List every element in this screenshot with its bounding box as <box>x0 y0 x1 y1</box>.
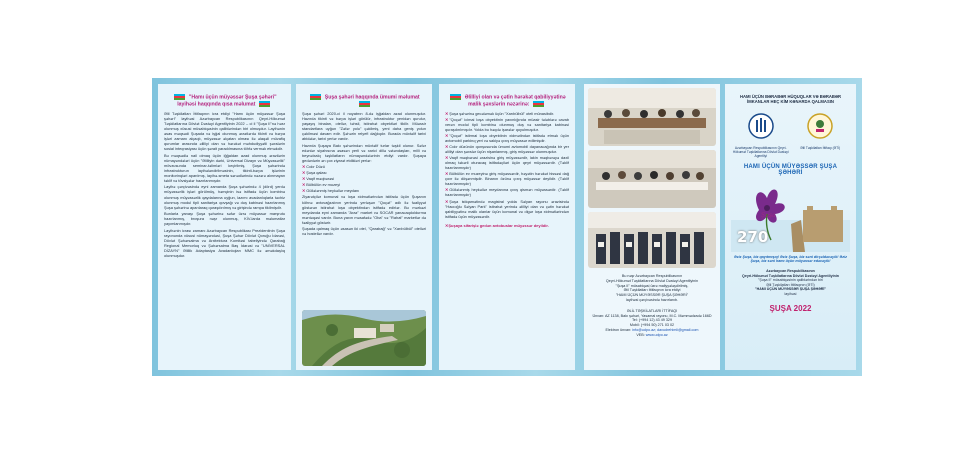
paragraph: Layihənin icrası zamanı Azərbaycan Respublikası Prezidentinin Şuşa rayonunda xüsusi nümayəndəsi, Şuşa Şəhər Dövlət Qoruğu İdarəsi, Dövlət Şəhərsalma və Arxitektura Komitəsi tabeliyində Qarabağ Regional Memorluq və Şəhərsalma Baş İdarəsi və "UNİVERSAL DİZAYN" Əlillik Adaptasiya Avadanlıqları MMC ilə əməkdaşlıq olunmuşdur. <box>164 227 287 259</box>
brochure <box>152 78 862 376</box>
cross-bullet-icon: ✕ <box>445 187 449 193</box>
note-line: Qeyri-Hökumət Təşkilatlarına Dövlət Dəstəyi Agentliyinin <box>605 278 699 283</box>
cover-org-info <box>731 269 850 296</box>
panel-photos-contact <box>584 84 720 370</box>
list-item-text: Şuşa şəhərinə gecələmək üçün "Xarıbülbül" oteli münasibdir. <box>449 110 555 116</box>
cross-bullet-icon: ✕ <box>445 198 449 204</box>
phone-label: Tel: <box>631 318 638 323</box>
list-item-text: Bülbülün ev muzeyi <box>306 182 341 188</box>
meeting-photo <box>588 150 716 208</box>
email-link[interactable]: info@udpo.az; davudrehimli@gmail.com <box>632 327 699 332</box>
list-item-text: "Qoçət" icimai loşa obyektinin yaxınlığında müasir tələblərə cavab verən modul tipli kombinə olunmuş duş və sanitariya kabinəsi quraşdırılmışdır. Yolda bu həqdə işarələr qoyulmuşdur. <box>445 116 569 132</box>
list-item-text: "Qoçət" istirmai loşa obyektinin xidmətindən istifadə etmək üçün avtomobil parkinq yeri və sakiyə çıxış müyəssər edilmişdir. <box>445 132 569 143</box>
list-item <box>302 188 426 193</box>
note-line: layihəsi çərçivəsində hazırlanıb. <box>625 297 679 302</box>
cross-bullet-icon: ✕ <box>445 110 449 116</box>
accessibility-heading-text: Əlilliyi olan və çətin hərəkət qabiliyyətinə malik şəxslərin nəzərinə: <box>464 94 566 108</box>
list-item <box>445 117 569 132</box>
website-link[interactable]: www.udpo.az <box>645 332 668 337</box>
list-item-text: Güllələnmiş heykəllər meydanına çıxış qismən müyəssərdir. (Təklif hazırlanmışdır) <box>445 187 569 198</box>
list-item <box>445 171 569 186</box>
seminar-photo <box>588 88 716 146</box>
org-line: layihəsi <box>784 291 797 296</box>
accessibility-list <box>445 111 569 219</box>
cover-top-title: HAMI ÜÇÜN BƏRABƏR HÜQUQLAR VƏ BƏRABƏR İMKANLAR HEÇ KİM KƏNARDA QALMASIN <box>739 94 842 105</box>
list-item <box>302 170 426 175</box>
cross-bullet-icon: ✕ <box>302 164 306 170</box>
org-name: ƏLİL TƏŞKİLATLARI İTTİFAQI <box>626 308 678 313</box>
list-item <box>445 133 569 143</box>
cover-banner: HAMI ÜÇÜN MÜYƏSSƏR ŞUŞA ŞƏHƏRİ <box>743 163 838 176</box>
union-logo <box>791 113 849 150</box>
bus-warning <box>445 223 569 228</box>
flag-icon <box>259 101 270 107</box>
cross-bullet-icon: ✕ <box>302 176 306 182</box>
panel-project-info <box>158 84 291 370</box>
note-line: "Şuşa II" müsabiqəsi üzrə maliyyələşdirilmiş, <box>615 283 689 288</box>
cross-bullet-icon: ✕ <box>445 144 449 150</box>
flag-icon <box>310 94 321 100</box>
shusha-info-heading-text: Şuşa şəhəri haqqında ümumi məlumat <box>324 94 420 101</box>
places-list <box>302 164 426 193</box>
paragraph: Layihə çərçivəsində eyni zamanda Şuşa şəhərində 4 (dörd) yerdə müyəssərlik işləri görülmüş, həmçinin isə istifadə üçün kombinə olunmuş müyəssərlik qaydalarına uyğun, lazımı avadanlıqlarla təchiz olunmuş modul tipli sanitariya qovşağı və duş kabinəsi hazırlanmış Şuşa şəhərinə aparılaraq quraşdırılmış və girişində rampa tikilmişdir. <box>164 184 287 210</box>
panel-shusha-info <box>296 84 432 370</box>
list-item-text: Cıdır düzünün qonşusunda ümumi avtomobil dayanacağında bir yer əlilliyi olan şəxslər üçün nişanlanmış, giriş müyəssər olunmuşdur. <box>445 144 569 155</box>
list-item-text: Vaqif məqbərəsi <box>306 176 335 182</box>
agency-emblem-icon <box>748 113 774 139</box>
org-line: Əlil Təşkilatları İttifaqının (ƏTİ) <box>766 282 815 287</box>
cross-bullet-icon: ✕ <box>445 222 449 228</box>
flag-icon <box>174 94 185 100</box>
paragraph: Bu məqsədlə nail olmaq üçün iğğaldan azad olunmuş ərazilərin nümayəndələri üçün "Əlilliyin dərki, Universal Dizayn və Müyəssərlik" mövzusunda seminar-təlimləri keçirilmiş, Şuşa şəhərində infrastrukturun layihələndirilməsinin, tikinti-bərpa işlərinin monitorinqləri aparılmış, layihə-smeta sənədlərində nəzərə alınmayan təklif və tövsiyələr hazırlanmışdır. <box>164 152 287 183</box>
list-item <box>302 176 426 181</box>
address-value: AZ 1138, Bakı şəhəri, Yasamal rayonu, M.C. Məmmədzadə 166D <box>604 313 712 318</box>
union-emblem-icon <box>807 113 833 139</box>
agency-logo <box>732 113 790 158</box>
paragraph: Hazırda Şuşaya Bakı şəhərindən müxtəlif turlar təşkil olunur. Səfər edənlər siyahısına əsasən yerli və xarici dillə vətəndaşları, milli və beynəlxalq təşkilatların nümayəndələrinin etdiyi vardır. Şuşaya gedənlərin ən çox ziyarət etdikləri yerlər: <box>302 142 428 163</box>
anniversary-number: 270 <box>737 227 769 246</box>
email-label: Elektron ünvan: <box>605 327 632 332</box>
flag-icon <box>533 101 544 107</box>
website-label: VEB: <box>636 332 645 337</box>
cover-art <box>731 180 850 252</box>
flag-icon <box>359 101 370 107</box>
project-info-heading <box>164 94 285 108</box>
panel-accessibility-notes <box>439 84 575 370</box>
note-line: Bu nəşr Azərbaycan Respublikasının <box>621 274 683 278</box>
union-logo-caption: Əlil Təşkilatları İttifaqı (ƏTİ) <box>800 145 841 150</box>
note-line: "HAMI ÜÇÜN MÜYƏSSƏR ŞUŞA ŞƏHƏRİ" <box>615 293 689 298</box>
note-line: Əlil Təşkilatları İttifaqının icra etdiyi <box>623 288 681 293</box>
paragraph: Şuşa şəhəri 2020-ci il noyabrın 8-də işğaldan azad olunmuşdur. Hazırda tikinti və bərpa işləri görülür, infrastruktur yenidən qurulur, yaşayış binaları, otellər, təhsil, istirahət obyektləri tikilir. Müəssir standartlara uyğun "Zəfər yolu" çəkilmiş, yeni daha geniş yolun çəkilməsi davam edir. Şəhərin relyefi dağlıqdır. Burada müxtəlif tarixi abidələr, tarixi yerlər vardır. <box>302 110 428 141</box>
logos-row <box>731 113 850 158</box>
cross-bullet-icon: ✕ <box>445 116 449 122</box>
address-label: Ünvan: <box>592 313 605 318</box>
cover-slogan: Əziz Şuşa, biz qayıtmışıq! Əziz Şuşa, biz səni dirçəldəcəyik! Əziz Şuşa, biz səni hamı üçün müyəssər edəcəyik! <box>734 254 847 264</box>
paragraph: Şuşada qalmaq üçün əsasən iki otel, "Qarabağ" və "Xarıbülbül" otelləri və hostellər vardır. <box>302 226 428 237</box>
publication-note <box>588 274 716 338</box>
cross-bullet-icon: ✕ <box>445 132 449 138</box>
group-photo <box>588 212 716 268</box>
mobile-label: Mobil: <box>629 323 640 328</box>
panel-cover <box>725 84 856 370</box>
paragraph: Bunlarla yanaşı Şuşa şəhərinə səfər üzrə müyəssər marşrutu hazırlanmış, broşura nəşr olunmuş, KİV-larda məlumatlar yayımlanmışdır. <box>164 211 287 227</box>
paragraph: Ziyarətçilər komunal və loşa xidmətlərindən istifadə üçün Şuşanın köhnə avtovağzalının yerində yerləşən "Qoçət" adlı ilə fəaliyyət göstərən istirahət loşa obyektindən istifadə edirlər. Bu mərkəzi meydanda eyni zamanda "Araz" market və SOCAR yanacaqdoldurma məntəqəsi vardır. Buna yaxın məsafədə "Oba" və "Rahat" marketlər də fəaliyyət göstərir. <box>302 194 428 225</box>
org-line: Qeyri-Hökumət Təşkilatlarına Dövlət Dəstəyi Agentliyinin <box>742 273 839 278</box>
website <box>588 333 716 338</box>
list-item-text: Vaqif məqbərəsi ərazisinə giriş müyəssərdir, lakin məqbərəyə daxil olmaq təkərli oturacaq istifadəçiləri üçün qeyri müyəssərdir. (Təklif hazırlanmışdır) <box>445 155 569 171</box>
list-item <box>302 164 426 169</box>
agency-logo-caption: Azərbaycan Respublikasının Qeyri-Hökumət Təşkilatlarına Dövlət Dəstəyi Agentliyi <box>732 145 789 158</box>
cross-bullet-icon: ✕ <box>302 182 306 188</box>
cross-bullet-icon: ✕ <box>445 171 449 177</box>
list-item-text: Güllələnmiş heykəllər meydanı <box>306 188 360 194</box>
shusha-info-heading <box>302 94 426 108</box>
mobile-value: (+994 50) 271 03 02 <box>640 323 675 328</box>
list-item-text: Cıdır Düzü <box>306 164 325 170</box>
list-item <box>445 144 569 154</box>
cross-bullet-icon: ✕ <box>302 188 306 194</box>
list-item <box>445 155 569 170</box>
cover-year: ŞUŞA 2022 <box>769 304 812 313</box>
aerial-photo <box>302 310 426 366</box>
cross-bullet-icon: ✕ <box>445 155 449 161</box>
org-line: "Şuşa II" müsabiqəsinin qaliblərindən biri <box>758 278 823 282</box>
phone-value: (+994 12) 43 49 329 <box>638 318 673 323</box>
list-item <box>445 199 569 219</box>
paragraph: Əlil Təşkilatları İttifaqının icra etdiyi "Hamı üçün müyəssər Şuşa şəhəri" layihəsi Azərbaycan Respublikasının Qeyri-Hökumət Təşkilatlarına Dövlət Dəstəyi Agentliyinin 2022 – ci il "Şuşa II"nə həsr olunmuş xüsusi müsabiqəsinin qaliblərindən biri olmuşdur. Layihənin əsas məqsədi Şuşada və işğal olunmuş ərazilərdə tikinti və bərpa işləri zamanı alçaqlı, müyəssər əlçatan olması ilə əlaqəli müvafiq qurumlar arasında əlilliyi olan və hərəkət məhdudiyyətli şəxslərin sosial inteqrasiyası üçün şərait yaradılmasına töhfə vermək etməkdir. <box>164 110 287 152</box>
accessibility-heading <box>445 94 569 108</box>
bus-warning-text: Şuşaya sifarişlə gedən avtobuslar müyəssər deyildir. <box>448 222 549 228</box>
project-info-heading-text: "Hamı üçün müyəssər Şuşa şəhəri" layihəsi haqqında qısa məlumat <box>177 94 277 108</box>
shusha-script-title: Şuşa <box>761 211 776 219</box>
org-line: "HAMI ÜÇÜN MÜYƏSSƏR ŞUŞA ŞƏHƏRİ" <box>754 287 827 291</box>
list-item-text: Şuşa qalası <box>306 170 327 176</box>
org-line: Azərbaycan Respublikasının <box>766 269 815 273</box>
list-item-text: Şuşa istiqamətində magistral yolda Səlyan rayonu ərazisində "Hacıoğlu Səlyan Park" istirahət yerində əlilliyi olan və çətin hərəkət qabiliyyətinə malik olanlar üçün komunal və digər loşa xidmətlərindən istifadə üçün müyəssərdir. <box>445 198 569 219</box>
list-item <box>445 187 569 197</box>
cross-bullet-icon: ✕ <box>302 170 306 176</box>
flag-icon <box>450 94 461 100</box>
list-item-text: Bülbülün ev muzeyinə giriş müyəssərdir, həyətin hərəkət hissəsi dağ çoxr ilə döşənmişdir. Binanın özünə çıxış müyəssər deyildir. (Təklif hazırlanmışdır) <box>445 171 569 187</box>
list-item <box>445 111 569 116</box>
list-item <box>302 182 426 187</box>
